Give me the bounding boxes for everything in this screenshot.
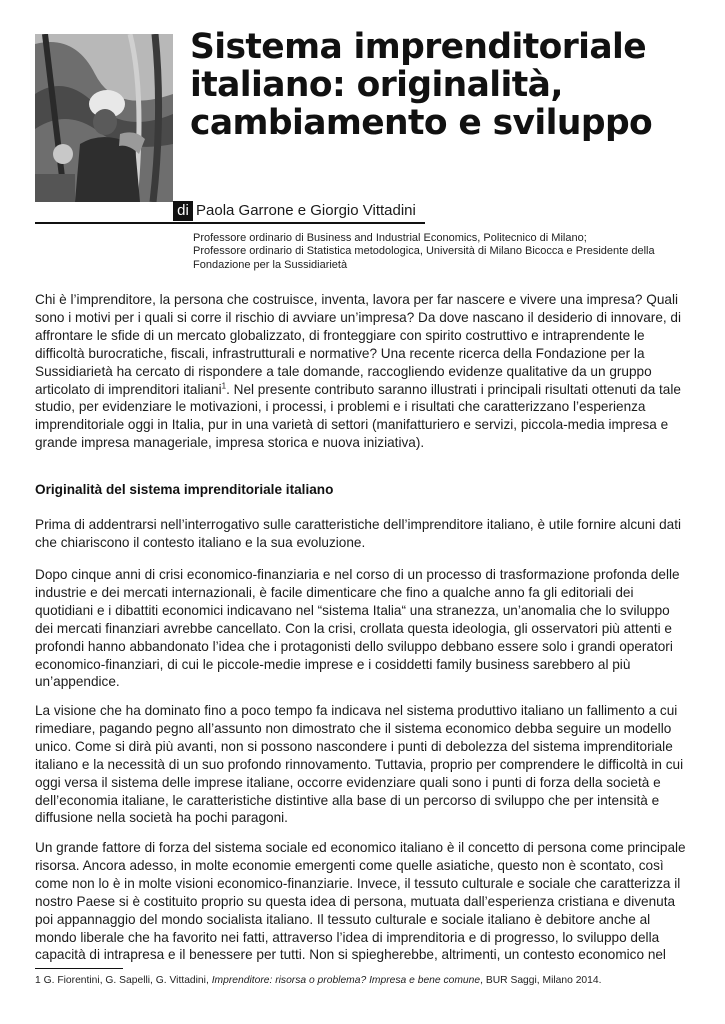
article-title: Sistema imprenditoriale italiano: originalità, cambiamento e sviluppo bbox=[190, 27, 653, 143]
body-paragraph-1: Prima di addentrarsi nell’interrogativo sulle caratteristiche dell’imprenditore italiano, è utile fornire alcuni dati che chiariscono il contesto italiano e la sua evoluzione. bbox=[35, 517, 682, 550]
affiliation-1: Professore ordinario di Business and Industrial Economics, Politecnico di Milano; bbox=[193, 232, 587, 244]
author-divider bbox=[35, 222, 425, 224]
section-heading: Originalità del sistema imprenditoriale italiano bbox=[35, 482, 334, 497]
header-photo bbox=[35, 34, 173, 202]
intro-text-after-ref: . Nel presente contributo saranno illustrati i principali risultati ottenuti da tale studio, per evidenziare le motivazioni, i processi, i problemi e i risultati che caratterizzano l’esperienza imprenditoriale oggi in Italia, pur in una varietà di settori (manifatturiero e servizi, piccola-media impresa e grande impresa manageriale, impresa storica e nuova iniziativa). bbox=[35, 381, 681, 451]
footnote-book-title: Imprenditore: risorsa o problema? Impresa e bene comune bbox=[211, 975, 481, 986]
footnote-authors: G. Fiorentini, G. Sapelli, G. Vittadini, bbox=[43, 975, 209, 986]
body-paragraph-4: Un grande fattore di forza del sistema sociale ed economico italiano è il concetto di persona come principale risorsa. Ancora adesso, in molte economie emergenti come quelle asiatiche, questo non è scontato, così come non lo è in molte visioni economico-finanziarie. Invece, il tessuto culturale e sociale che caratterizza il nostro Paese si è costituito proprio su questa idea di persona, mutuata dall’esperienza cristiana e divenuta poi appannaggio del mondo socialista italiano. Il tessuto culturale e sociale italiano è debitore anche al mondo liberale che ha favorito nei fatti, attraverso l’idea di imprenditoria e di progresso, lo sviluppo della capacità di intrapresa e il benessere per tutti. Non si spiegherebbe, altrimenti, un contesto economico nel bbox=[35, 840, 686, 963]
body-paragraph-2: Dopo cinque anni di crisi economico-finanziaria e nel corso di un processo di trasformazione profonda delle industrie e dei mercati internazionali, è facile dimenticare che fino a qualche anno fa gli editoriali dei quotidiani e i dibattiti economici indicavano nel “sistema Italia“ una stranezza, un’anomalia che lo sviluppo dei mercati finanziari avrebbe cancellato. Con la crisi, crollata questa ideologia, gli osservatori più attenti e profondi hanno abbandonato l’idea che i protagonisti dello sviluppo debbano essere solo i grandi operatori economico-finanziari, di cui le piccole-medie imprese e i cosiddetti family business sarebbero al più un’appendice. bbox=[35, 567, 680, 690]
byline-prefix-badge: di bbox=[173, 201, 193, 221]
footnote bbox=[35, 974, 685, 988]
intro-paragraph bbox=[35, 291, 690, 452]
footnote-number: 1 bbox=[35, 975, 41, 986]
footnote-reference: 1 bbox=[221, 381, 227, 390]
byline-authors: Paola Garrone e Giorgio Vittadini bbox=[196, 202, 416, 219]
footnote-publisher: , BUR Saggi, Milano 2014. bbox=[480, 975, 602, 986]
footnote-divider bbox=[35, 968, 123, 969]
affiliation-2: Professore ordinario di Statistica metodologica, Università di Milano Bicocca e Presidente della Fondazione per la Sussidiarietà bbox=[193, 245, 655, 271]
body-paragraph-3: La visione che ha dominato fino a poco tempo fa indicava nel sistema produttivo italiano un fallimento a cui rimediare, pagando pegno all’assunto non dimostrato che il sistema economico debba seguire un modello unico. Come si dirà più avanti, non si possono nascondere i punti di debolezza del sistema imprenditoriale italiano e la necessità di un suo profondo rinnovamento. Tuttavia, proprio per comprendere le difficoltà in cui oggi versa il sistema delle imprese italiane, occorre evidenziare quali sono i punti di forza della società e dell’economia italiane, le caratteristiche distintive alla base di un percorso di sviluppo che per intensità e diffusione nella società ha pochi paragoni. bbox=[35, 703, 684, 826]
intro-text-before-ref: Chi è l’imprenditore, la persona che costruisce, inventa, lavora per far nascere e vivere una impresa? Quali sono i motivi per i quali si corre il rischio di avviare un’impresa? Da dove nascano il desiderio di innovare, di affrontare le sfide di un mercato globalizzato, di fronteggiare con spirito costruttivo e intraprendente le difficoltà burocratiche, fiscali, infrastrutturali e normative? Una recente ricerca della Fondazione per la Sussidiarietà ha cercato di rispondere a tale domande, raccogliendo evidenze qualitative da un gruppo articolato di imprenditori italiani bbox=[35, 292, 682, 397]
worker-photo-image bbox=[35, 34, 173, 202]
author-affiliations bbox=[193, 232, 663, 272]
